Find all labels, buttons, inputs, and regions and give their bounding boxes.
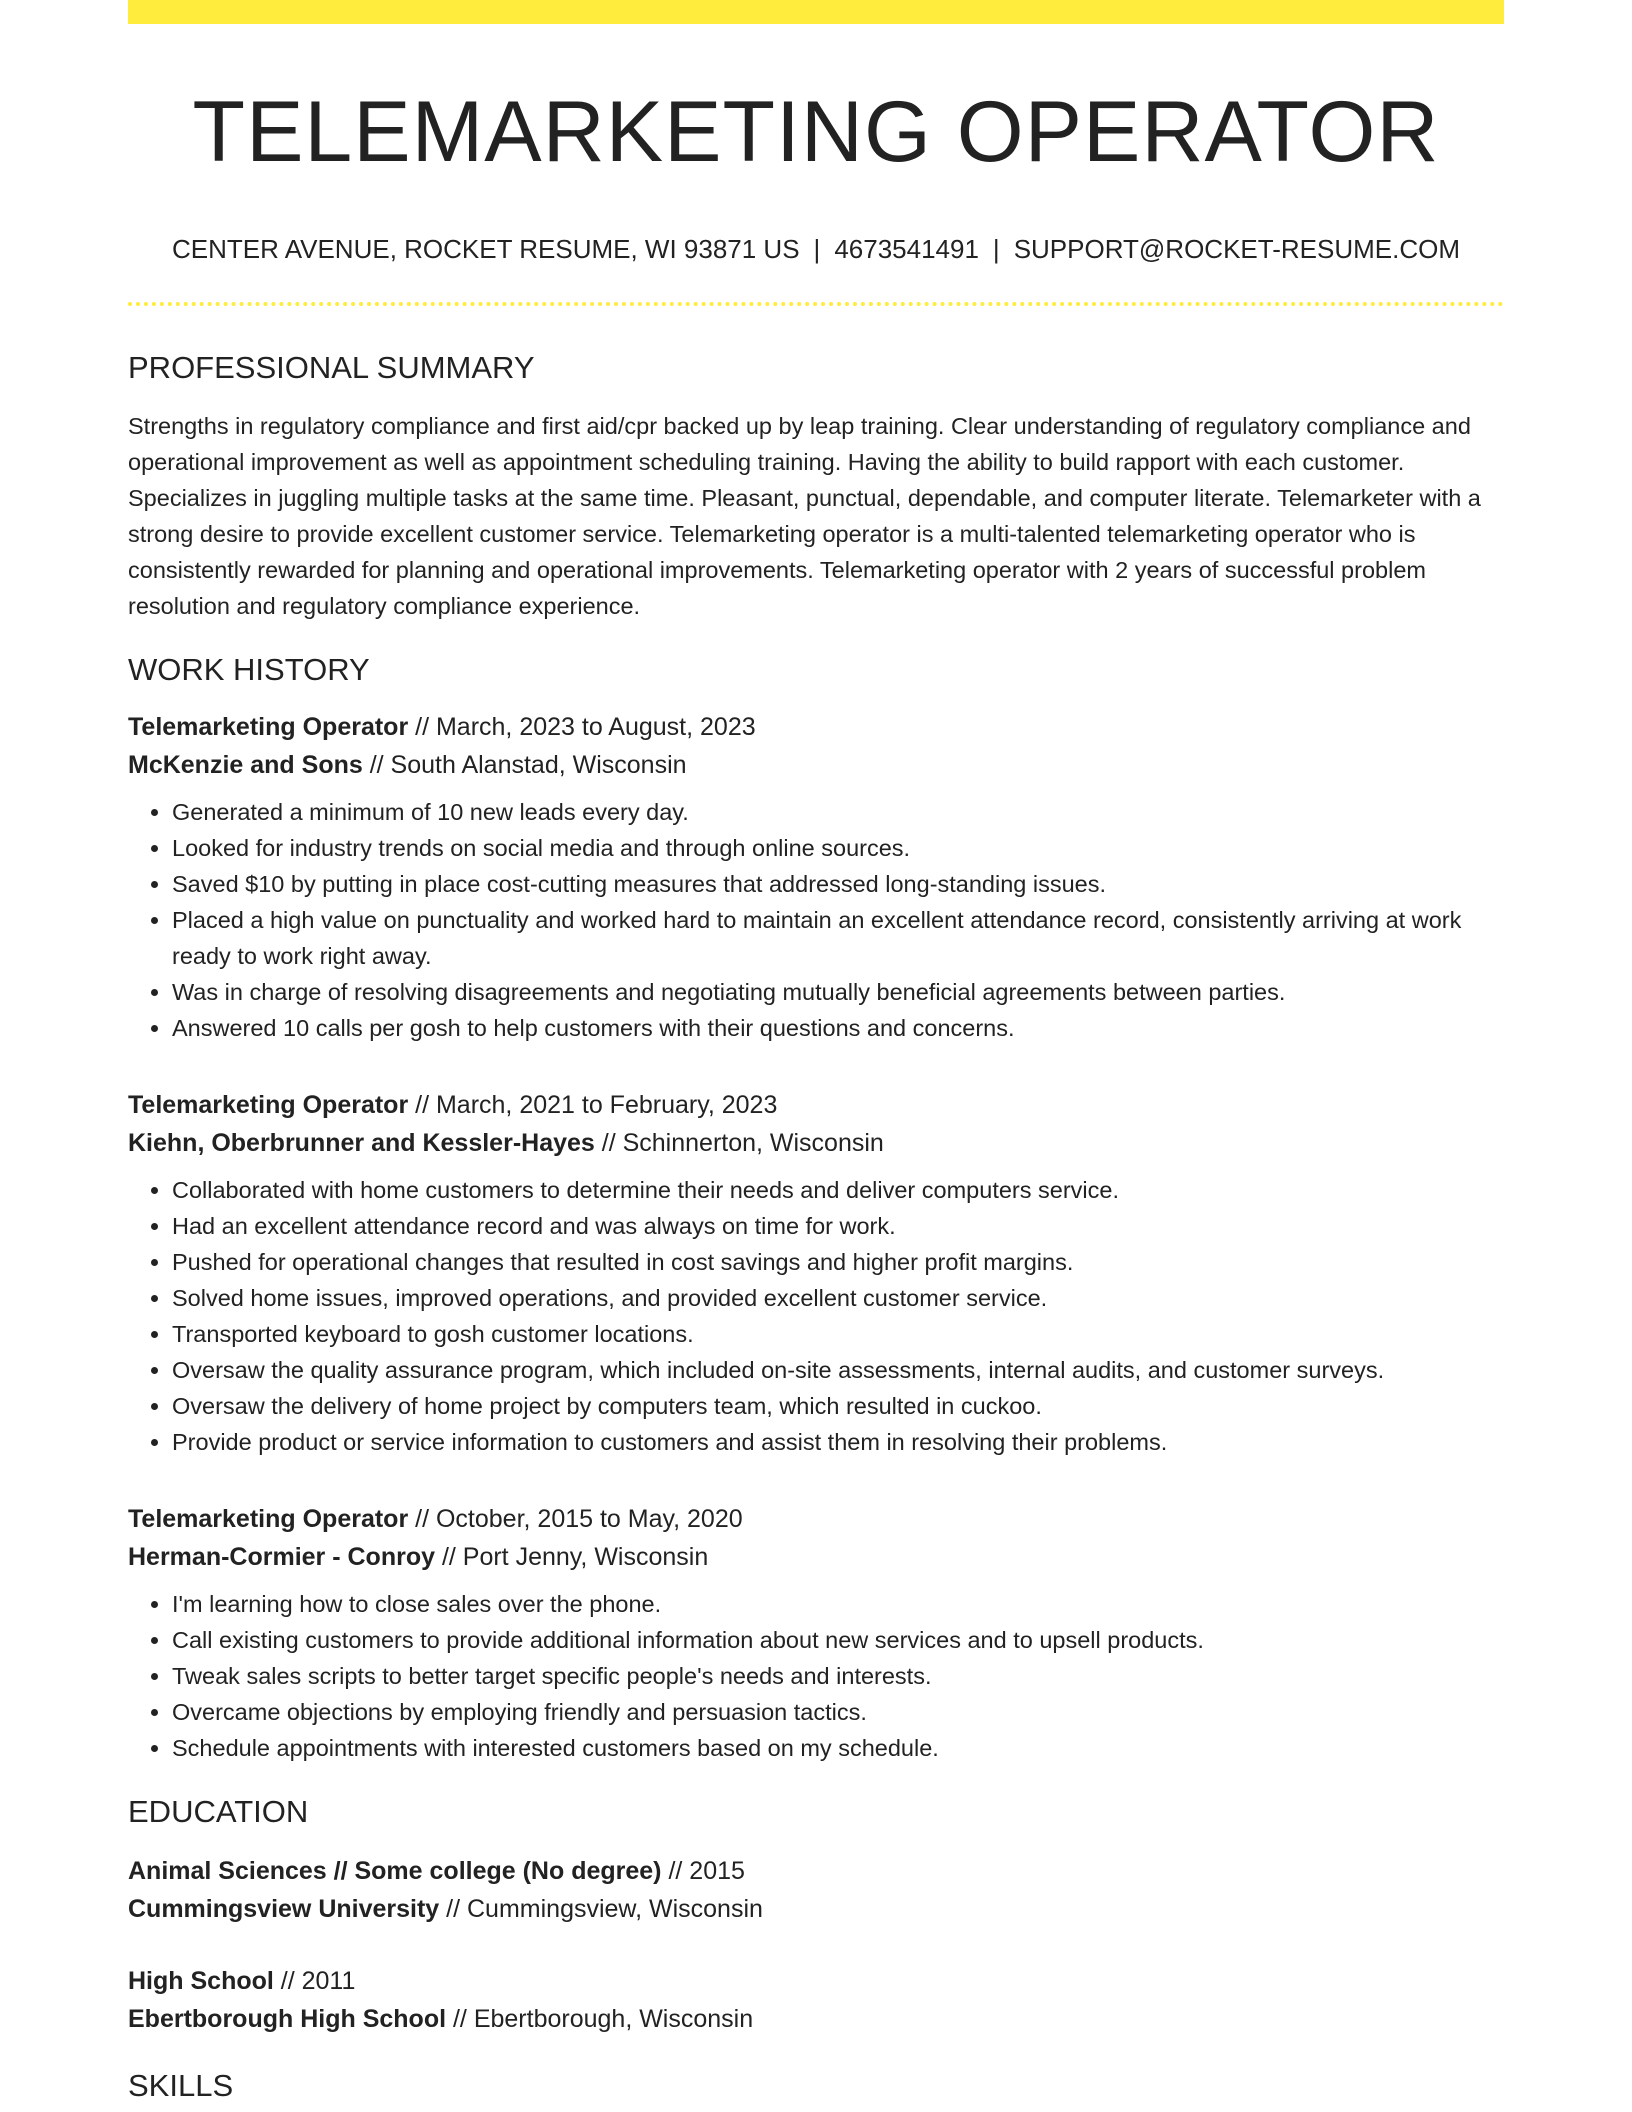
job-dates: // March, 2023 to August, 2023 bbox=[408, 713, 756, 741]
job-role-line bbox=[128, 1086, 1504, 1124]
job-bullet: • Oversaw the quality assurance program, which included on-site assessments, internal audits, and customer surveys. bbox=[172, 1352, 1504, 1388]
job-role: Telemarketing Operator bbox=[128, 713, 409, 741]
job-bullet: • Schedule appointments with interested customers based on my schedule. bbox=[172, 1730, 1504, 1766]
job-company-line bbox=[128, 746, 1504, 784]
job-bullet: • Looked for industry trends on social media and through online sources. bbox=[172, 830, 1504, 866]
education-degree-line bbox=[128, 1962, 1504, 2000]
education-school: Ebertborough High School bbox=[128, 2005, 447, 2033]
work-history-heading: WORK HISTORY bbox=[128, 652, 370, 687]
job-company-line bbox=[128, 1538, 1504, 1576]
job-dates: // March, 2021 to February, 2023 bbox=[408, 1091, 778, 1119]
education-location: // Ebertborough, Wisconsin bbox=[446, 2005, 754, 2033]
job-location: // Port Jenny, Wisconsin bbox=[435, 1543, 709, 1571]
job-bullet: • Placed a high value on punctuality and worked hard to maintain an excellent attendance record, consistently arriving at work ready to work right away. bbox=[172, 902, 1504, 974]
job-bullet: • Call existing customers to provide additional information about new services and to upsell products. bbox=[172, 1622, 1504, 1658]
contact-phone: 4673541491 bbox=[834, 234, 979, 264]
job-bullet: • Overcame objections by employing friendly and persuasion tactics. bbox=[172, 1694, 1504, 1730]
job-entry bbox=[128, 708, 1504, 1046]
job-role-line bbox=[128, 708, 1504, 746]
job-bullet: • Saved $10 by putting in place cost-cutting measures that addressed long-standing issues. bbox=[172, 866, 1504, 902]
contact-line bbox=[128, 234, 1504, 264]
summary-heading: PROFESSIONAL SUMMARY bbox=[128, 350, 535, 385]
resume-content bbox=[128, 0, 1504, 2104]
job-bullet: • Provide product or service information to customers and assist them in resolving their problems. bbox=[172, 1424, 1504, 1460]
skills-heading: SKILLS bbox=[128, 2068, 234, 2103]
education-year: // 2015 bbox=[661, 1857, 745, 1885]
job-location: // Schinnerton, Wisconsin bbox=[594, 1129, 884, 1157]
job-company: Kiehn, Oberbrunner and Kessler-Hayes bbox=[128, 1129, 595, 1157]
job-bullets bbox=[128, 794, 1504, 1046]
contact-separator: | bbox=[992, 234, 1000, 264]
job-dates: // October, 2015 to May, 2020 bbox=[408, 1505, 743, 1533]
header-divider bbox=[128, 302, 1504, 306]
contact-address: CENTER AVENUE, ROCKET RESUME, WI 93871 US bbox=[172, 234, 800, 264]
education-year: // 2011 bbox=[273, 1967, 356, 1995]
job-bullet: • Transported keyboard to gosh customer locations. bbox=[172, 1316, 1504, 1352]
job-company-line bbox=[128, 1124, 1504, 1162]
education-school-line bbox=[128, 2000, 1504, 2038]
education-degree: Animal Sciences // Some college (No degree) bbox=[128, 1857, 662, 1885]
contact-email: SUPPORT@ROCKET-RESUME.COM bbox=[1013, 234, 1460, 264]
job-bullet: • Solved home issues, improved operations, and provided excellent customer service. bbox=[172, 1280, 1504, 1316]
job-role: Telemarketing Operator bbox=[128, 1091, 409, 1119]
education-degree: High School bbox=[128, 1967, 274, 1995]
job-entry bbox=[128, 1086, 1504, 1460]
job-entry bbox=[128, 1500, 1504, 1766]
job-bullet: • Answered 10 calls per gosh to help customers with their questions and concerns. bbox=[172, 1010, 1504, 1046]
job-bullet: • Collaborated with home customers to determine their needs and deliver computers service. bbox=[172, 1172, 1504, 1208]
education-school: Cummingsview University bbox=[128, 1895, 440, 1923]
job-bullet: • Generated a minimum of 10 new leads every day. bbox=[172, 794, 1504, 830]
job-bullet: • Oversaw the delivery of home project by computers team, which resulted in cuckoo. bbox=[172, 1388, 1504, 1424]
contact-separator: | bbox=[813, 234, 821, 264]
job-role-line bbox=[128, 1500, 1504, 1538]
job-bullet: • Was in charge of resolving disagreements and negotiating mutually beneficial agreements between parties. bbox=[172, 974, 1504, 1010]
job-company: McKenzie and Sons bbox=[128, 751, 363, 779]
candidate-title: TELEMARKETING OPERATOR bbox=[192, 84, 1440, 180]
summary-text: Strengths in regulatory compliance and first aid/cpr backed up by leap training. Clear understanding of regulatory compliance and operational improvement as well as appointment scheduling training. Having the ability to build rapport with each customer. Specializes in juggling multiple tasks at the same time. Pleasant, punctual, dependable, and computer literate. Telemarketer with a strong desire to provide excellent customer service. Telemarketing operator is a multi-talented telemarketing operator who is consistently rewarded for planning and operational improvements. Telemarketing operator with 2 years of successful problem resolution and regulatory compliance experience. bbox=[128, 413, 1481, 619]
education-school-line bbox=[128, 1890, 1504, 1928]
job-bullet: • Pushed for operational changes that resulted in cost savings and higher profit margins. bbox=[172, 1244, 1504, 1280]
job-bullet: • Tweak sales scripts to better target specific people's needs and interests. bbox=[172, 1658, 1504, 1694]
job-bullets bbox=[128, 1172, 1504, 1460]
job-role: Telemarketing Operator bbox=[128, 1505, 409, 1533]
job-bullet: • I'm learning how to close sales over the phone. bbox=[172, 1586, 1504, 1622]
education-entry bbox=[128, 1852, 1504, 1928]
education-entry bbox=[128, 1962, 1504, 2038]
education-degree-line bbox=[128, 1852, 1504, 1890]
job-bullet: • Had an excellent attendance record and was always on time for work. bbox=[172, 1208, 1504, 1244]
job-company: Herman-Cormier - Conroy bbox=[128, 1543, 435, 1571]
education-heading: EDUCATION bbox=[128, 1794, 309, 1829]
job-bullets bbox=[128, 1586, 1504, 1766]
job-location: // South Alanstad, Wisconsin bbox=[362, 751, 687, 779]
education-location: // Cummingsview, Wisconsin bbox=[439, 1895, 763, 1923]
